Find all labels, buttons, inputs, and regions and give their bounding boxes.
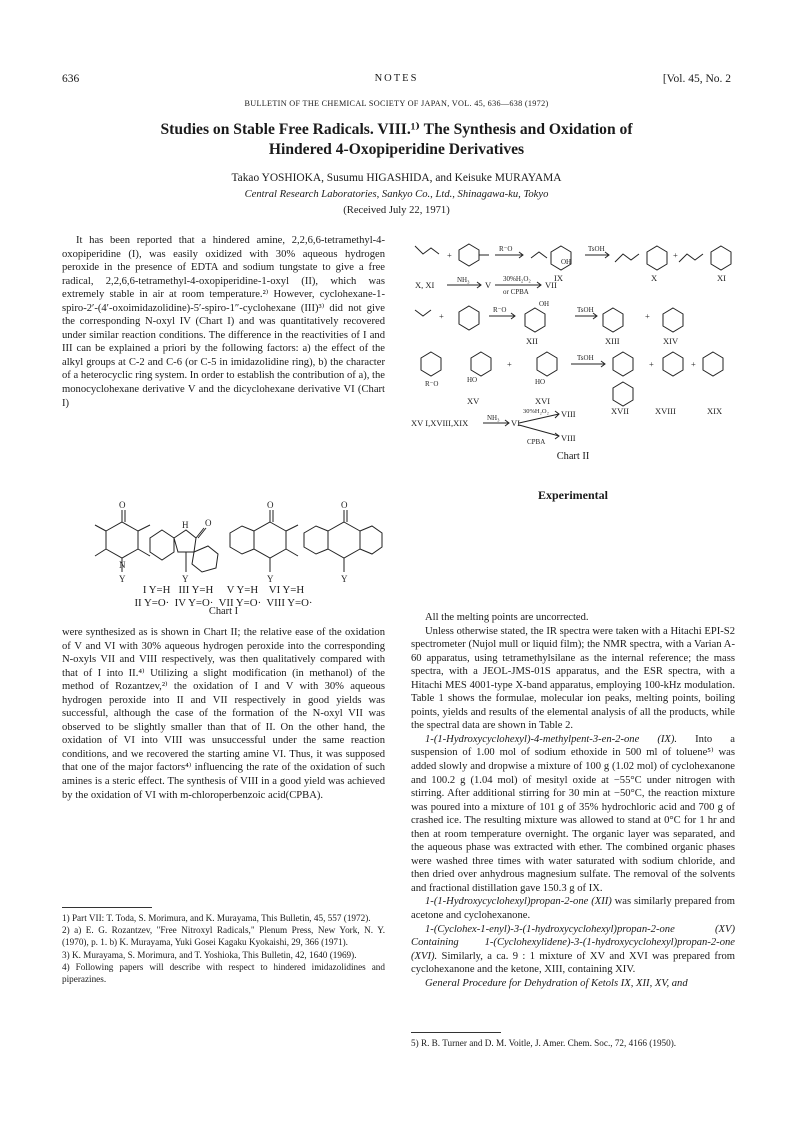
chart-i-atom-o: O [119, 500, 126, 510]
exp-compound-XV-heading: 1-(Cyclohex-1-enyl)-3-(1-hydroxycyclohexyl)propan-2-one (XV) Containing 1-(Cyclohexylidene)-3-(1-hydroxycyclohexyl)propan-2-one (XVI). [411, 923, 735, 962]
chart-i-caption: Chart I [208, 606, 239, 617]
tsoh-reagent: TsOH [577, 306, 594, 314]
base-reagent: R⁻O [499, 245, 513, 253]
author-list: Takao YOSHIOKA, Susumu HIGASHIDA, and Keisuke MURAYAMA [231, 172, 562, 184]
compound-label-VI: VI [511, 418, 520, 428]
compound-label-VII: VII [545, 280, 557, 290]
received-date: (Received July 22, 1971) [343, 205, 450, 216]
exp-paragraph-3 [411, 733, 735, 896]
compound-label-XIII: XIII [605, 336, 620, 346]
chart-i-atom-y: Y [182, 574, 189, 584]
compound-label-IX: IX [554, 273, 563, 283]
tsoh-reagent: TsOH [588, 245, 605, 253]
footnote-4: 4) Following papers will describe with respect to hindered imidazolidines and piperazines. [62, 961, 385, 985]
footnote-1: 1) Part VII: T. Toda, S. Morimura, and K. Murayama, This Bulletin, 45, 557 (1972). [62, 913, 371, 923]
exp-compound-XII-text: was similarly prepared from acetone and cyclohexanone. [411, 896, 735, 922]
footnote-rule-right [411, 1032, 501, 1033]
running-head [0, 73, 793, 87]
exp-compound-XV-text: Similarly, a ca. 9 : 1 mixture of XV and XVI was prepared from cyclohexanone and the ketone, XIII, containing XIV. [411, 950, 735, 976]
left-column-top [62, 234, 385, 492]
exp-compound-IX-text: Into a suspension of 1.00 mol of sodium ethoxide in 500 ml of toluene⁵⁾ was added slowly and dropwise a mixture of 100 g (1.02 mol) of cyclohexanone and 100.2 g (1.04 mol) of mesityl oxide at −55°C under nitrogen with stirring. After additional stirring for 30 min at −50°C, the reaction mixture was poured into a mixture of 101 g of 35% hydrochloric acid and 700 g of crashed ice. The resulting mixture was allowed to stand at 0°C for 1 hr and then at room temperature overnight. The organic layer was separated, and the aqueous phase was extracted with ether. The combined organic phases were washed three times with water saturated with sodium chloride, and then dried over anhydrous magnesium sulfate. The removal of the solvents and fractional distillation gave 150.3 g of IX. [411, 733, 735, 894]
chart-i-atom-y: Y [341, 574, 348, 584]
chart-i-legend-row-2: II Y=O· IV Y=O· VII Y=O· VIII Y=O· [134, 597, 313, 609]
footnote-5: 5) R. B. Turner and D. M. Voitle, J. Amer. Chem. Soc., 72, 4166 (1950). [411, 1038, 677, 1048]
compound-label-V: V [485, 280, 492, 290]
compound-label-XIV: XIV [663, 336, 679, 346]
footnote-2: 2) a) E. G. Rozantzev, "Free Nitroxyl Radicals," Plenum Press, New York, N. Y. (1970), p. 1. b) K. Murayama, Yuki Gosei Kagaku Kyokaishi, 29, 366 (1971). [62, 925, 385, 948]
chart-i-atom-y: Y [119, 574, 126, 584]
ammonia-reagent: NH₃ [457, 276, 470, 284]
compound-label-XVIII: XVIII [655, 406, 676, 416]
section-label: NOTES [374, 73, 419, 84]
compound-label-VIII: VIII [561, 433, 576, 443]
plus-sign: + [649, 359, 654, 369]
mesityl-oxide [415, 246, 439, 254]
body-paragraph-1: It has been reported that a hindered amine, 2,2,6,6-tetramethyl-4-oxopiperidine (I), was easily oxidized with 30% aqueous hydrogen peroxide in the presence of EDTA and sodium tungstate to give a free radical, 2,2,6,6-tetramethyl-4-oxopiperidine-1-oxyl (II), which was extremely stable in air at room temperature.²⁾ However, cyclohexane-1-spiro-2′-(4′-oxoimidazolidine)-5′-spiro-1″-cyclohexane (III)³⁾ did not give the corresponding N-oxyl IV (Chart I) and was quantitatively recovered under similar reaction conditions. The difference in the reactivities of I and III can be explained a priori by the following factors: a) the effect of the alkyl groups at C-2 and C-6 (or C-5 in imidazolidine ring), b) the character of a heterocyclic ring system. In order to establish the contribution of a), the monocyclohexane derivative V and the dicyclohexane derivative VI (Chart I) [62, 235, 385, 409]
base-reagent: R⁻O [493, 306, 507, 314]
structure-III [150, 528, 218, 572]
experimental-heading: Experimental [538, 488, 608, 502]
chart-i-atom-o: O [205, 518, 212, 528]
page-number: 636 [62, 73, 80, 85]
volume-label: [Vol. 45, No. 2 [662, 73, 731, 85]
footnotes-right [411, 1037, 735, 1049]
peroxide-reagent: 30%H₂O₂ [503, 275, 531, 283]
title-line-1: Studies on Stable Free Radicals. VIII.¹⁾ The Synthesis and Oxidation of [160, 121, 633, 138]
journal-citation-line: BULLETIN OF THE CHEMICAL SOCIETY OF JAPAN, VOL. 45, 636—638 (1972) [244, 99, 549, 108]
row5-reactants: XV I,XVIII,XIX [411, 418, 469, 428]
article-title [70, 120, 723, 160]
structure-VI [304, 510, 382, 572]
exp-paragraph-2: Unless otherwise stated, the IR spectra were taken with a Hitachi EPI-S2 spectrometer (Nujol mull or liquid film); the NMR spectra, with a Varian A-60 apparatus, using tetramethylsilane as the internal reference; the mass spectra, with a JEOL-JMS-01S apparatus, and the ESR spectra, with a Hitachi MES 4001-type X-band apparatus, employing 100-kHz modulation. Table 1 shows the formulae, molecular ion peaks, melting points, boiling points, yields and results of the elemental analysis of all the products, while the spectral data are shown in Table 2. [411, 625, 735, 732]
chart-i-atom-o: O [341, 500, 348, 510]
compound-label-XVI: XVI [535, 396, 551, 406]
ho-label: HO [535, 378, 546, 386]
exp-paragraph-6 [411, 977, 735, 991]
chart-i-atom-n: N [119, 560, 126, 570]
plus-sign: + [439, 311, 444, 321]
peroxide-reagent: 30%H₂O₂ [523, 408, 549, 415]
right-column-text [411, 611, 735, 1029]
chart-i-atom-h: H [182, 520, 189, 530]
hydroxyl-label: OH [561, 258, 572, 266]
plus-sign: + [507, 359, 512, 369]
row2-reactants: X, XI [415, 280, 435, 290]
compound-label-X: X [651, 273, 658, 283]
structure-V [230, 510, 298, 572]
cpba-reagent: CPBA [527, 438, 546, 446]
affiliation: Central Research Laboratories, Sankyo Co., Ltd., Shinagawa-ku, Tokyo [244, 189, 549, 200]
ammonia-reagent: NH₃ [487, 414, 500, 422]
chart-ii-caption: Chart II [556, 451, 590, 462]
chart-i-atom-o: O [267, 500, 274, 510]
exp-compound-XII-heading: 1-(1-Hydroxycyclohexyl)propan-2-one (XII) [425, 896, 612, 908]
body-paragraph-2: were synthesized as is shown in Chart II; the relative ease of the oxidation of V and VI with 30% aqueous hydrogen peroxide into the corresponding N-oxyls VII and VIII respectively, was then qualitatively compared with that of I into II.⁴⁾ Utilizing a slight modification (in methanol) of the method of Rozantzev,²⁾ the oxidation of I and V with 30% aqueous hydrogen peroxide into II and VII respectively in good yields was successful, although the case of the formation of the N-oxyl VII was observed to be slightly smaller than that of II. On the other hand, the oxidation of VI into VIII was unsuccessful under the same reaction conditions, and we recovered the starting amine VI. Thus, it was supposed that one of the major factors⁴⁾ influencing the rate of the oxidation of such amines is a steric effect. The synthesis of VIII in a good yield was achieved by the oxidation of VI with m-chloroperbenzoic acid(CPBA). [62, 627, 385, 801]
plus-sign: + [691, 359, 696, 369]
exp-paragraph-1: All the melting points are uncorrected. [425, 612, 589, 623]
exp-paragraph-4 [411, 895, 735, 922]
cpba-alt-reagent: or CPBA [503, 288, 529, 296]
footnote-rule-left [62, 907, 152, 908]
tsoh-reagent: TsOH [577, 354, 594, 362]
title-line-2: Hindered 4-Oxopiperidine Derivatives [268, 141, 525, 158]
chart-i-atom-y: Y [267, 574, 274, 584]
exp-compound-IX-heading: 1-(1-Hydroxycyclohexyl)-4-methylpent-3-en-2-one (IX). [425, 733, 678, 745]
compound-label-XIX: XIX [707, 406, 723, 416]
footnotes-left [62, 912, 385, 1024]
chart-i-figure [62, 500, 385, 618]
footnote-3: 3) K. Murayama, S. Morimura, and T. Yoshioka, This Bulletin, 42, 1640 (1969). [62, 949, 357, 960]
compound-label-VIII: VIII [561, 409, 576, 419]
chart-ii-scheme [411, 234, 735, 464]
compound-label-XII: XII [526, 336, 538, 346]
plus-sign: + [447, 250, 452, 260]
compound-label-XVII: XVII [611, 406, 629, 416]
hydroxyl-label: OH [539, 300, 550, 308]
chart-i-legend-row-1: I Y=H III Y=H V Y=H VI Y=H [142, 584, 305, 596]
chart-ii-figure [411, 234, 735, 464]
plus-sign: + [673, 250, 678, 260]
left-column-bottom [62, 626, 385, 900]
ho-label: HO [467, 376, 478, 384]
plus-sign: + [645, 311, 650, 321]
compound-label-XI: XI [717, 273, 726, 283]
compound-label-XV: XV [467, 396, 480, 406]
exp-dehydration-heading: General Procedure for Dehydration of Ketols IX, XII, XV, and [425, 977, 688, 989]
base-reagent: R⁻O [425, 380, 439, 388]
exp-paragraph-5 [411, 923, 735, 977]
